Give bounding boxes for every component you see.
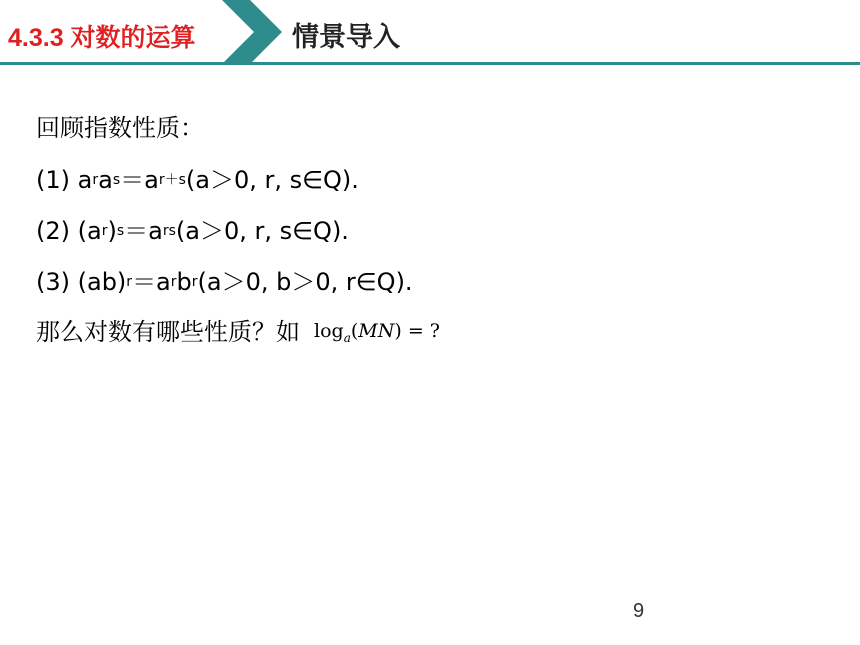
question-text: 那么对数有哪些性质？如 (36, 318, 300, 346)
log-formula: $\log_a(MN)$ = ? (314, 320, 440, 345)
intro-text: 回顾指数性质： (36, 114, 204, 142)
section-title: 4.3.3 对数的运算 (8, 24, 196, 52)
header-bar (0, 0, 860, 68)
page-number: 9 (633, 600, 645, 622)
property-2: (2) $(a^r)^s=a^{rs}(a>0$, r, s∈Q). (36, 217, 349, 245)
question-line (36, 312, 440, 347)
scene-title: 情景导入 (292, 22, 400, 52)
property-1: (1) $a^ra^s=a^{r+s}(a>0$, r, s∈Q). (36, 166, 359, 194)
property-3: (3) $(ab)^r=a^rb^r(a>0$, b＞0, r∈Q). (36, 268, 413, 296)
